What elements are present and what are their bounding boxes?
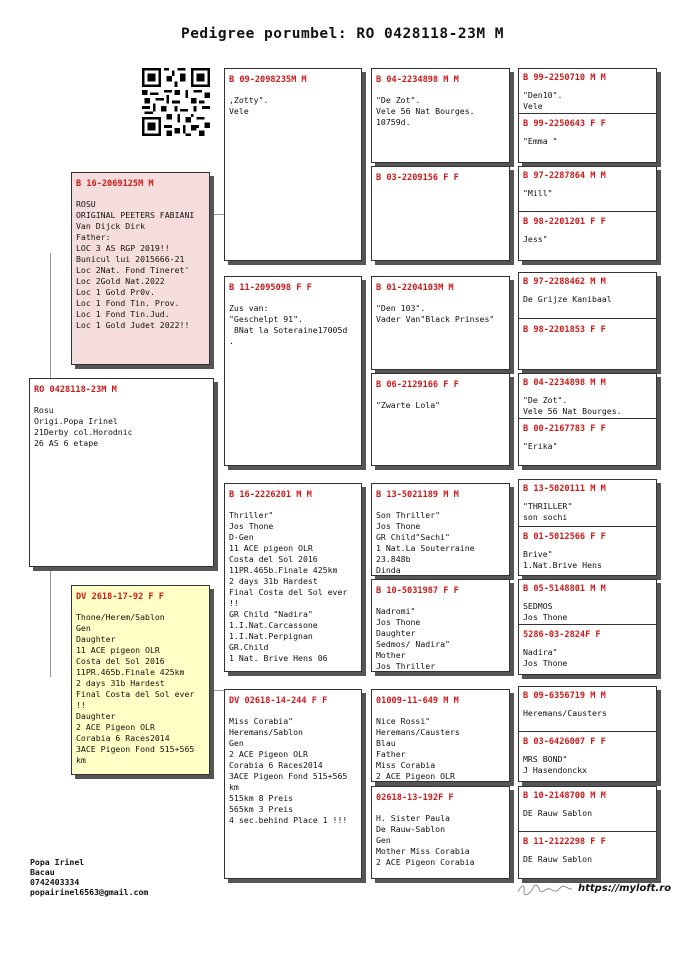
- info-line: Dinda: [376, 565, 401, 575]
- info-line: 2 days 31b Hardest: [76, 678, 165, 688]
- info-line: Heremans/Sablon: [229, 727, 303, 737]
- connector-line: [210, 690, 224, 691]
- info-line: Father: [376, 749, 406, 759]
- ring-number: B 01-5012566 F F: [523, 532, 606, 542]
- ring-number: B 03-6426007 F F: [523, 737, 606, 747]
- info-line: Costa del Sol 2016: [76, 656, 165, 666]
- info-line: son sochi: [523, 512, 568, 522]
- ring-number: B 98-2201853 F F: [523, 325, 606, 335]
- divider: [519, 211, 656, 212]
- info-line: "THRILLER": [523, 501, 573, 511]
- info-line: "Emma ": [523, 136, 558, 146]
- divider: [519, 831, 656, 832]
- signature-icon: [516, 882, 574, 896]
- ring-number: B 16-2226201 M M: [229, 490, 312, 500]
- ring-number: B 04-2234898 M M: [376, 75, 459, 85]
- info-line: Gen: [229, 738, 244, 748]
- info-line: "Geschelpt 91".: [229, 314, 303, 324]
- info-line: Bunicul lui 2015666-21: [76, 254, 185, 264]
- info-line: Vele: [229, 106, 249, 116]
- ring-number: B 16-2069125M M: [76, 179, 154, 189]
- ring-number: B 04-2234898 M M: [523, 378, 606, 388]
- info-line: 11 ACE pigeon OLR: [76, 645, 160, 655]
- info-line: .: [229, 336, 234, 346]
- info-line: Vele: [523, 101, 543, 111]
- info-line: Loc 2Gold Nat.2022: [76, 276, 165, 286]
- ring-number: 01009-11-649 M M: [376, 696, 459, 706]
- info-line: Jos Thone: [376, 617, 421, 627]
- info-line: GR Child"Sachi": [376, 532, 450, 542]
- grandparent-card: [224, 483, 362, 672]
- info-line: 515km 8 Preis: [229, 793, 294, 803]
- info-line: Loc 2Nat. Fond Tineret': [76, 265, 190, 275]
- info-line: Gen: [376, 835, 391, 845]
- info-line: Miss Corabia": [229, 716, 294, 726]
- ring-number: B 09-2098235M M: [229, 75, 307, 85]
- ring-number: B 11-2095098 F F: [229, 283, 312, 293]
- ring-number: B 09-6356719 M M: [523, 691, 606, 701]
- ring-number: 02618-13-192F F: [376, 793, 454, 803]
- ring-number: B 97-2287864 M M: [523, 171, 606, 181]
- info-line: Jess": [523, 234, 548, 244]
- info-line: Loc 1 Gold Judet 2022!!: [76, 320, 190, 330]
- info-line: Gen: [76, 623, 91, 633]
- grandparent-card: [224, 68, 362, 261]
- grandparent-card: [224, 276, 362, 466]
- great-grandparents-card: [518, 272, 657, 370]
- info-line: Vele 56 Nat Bourges.: [376, 106, 475, 116]
- great-grandparents-card: [518, 166, 657, 261]
- info-line: 26 AS 6 etape: [34, 438, 99, 448]
- ring-number: B 99-2250643 F F: [523, 119, 606, 129]
- ancestor-card: [371, 276, 510, 370]
- breeder-city: Bacau: [30, 867, 55, 877]
- info-line: "Zwarte Lola": [376, 400, 441, 410]
- info-line: Jos Thriller: [376, 661, 436, 671]
- great-grandparents-card: [518, 786, 657, 879]
- ancestor-card: [371, 166, 510, 261]
- info-line: MRS BOND": [523, 754, 568, 764]
- breeder-email[interactable]: popairinel6563@gmail.com: [30, 887, 149, 897]
- info-line: De Rauw-Sablon: [376, 824, 446, 834]
- divider: [519, 624, 656, 625]
- info-line: LOC 3 AS RGP 2019!!: [76, 243, 170, 253]
- divider: [519, 731, 656, 732]
- info-line: Heremans/Causters: [523, 708, 607, 718]
- info-line: Heremans/Causters: [376, 727, 460, 737]
- info-line: Thriller": [229, 510, 274, 520]
- divider: [519, 113, 656, 114]
- ring-number: B 13-5020111 M M: [523, 484, 606, 494]
- ancestor-card: [371, 579, 510, 672]
- connector-line: [50, 253, 51, 379]
- info-line: Son Thriller": [376, 510, 441, 520]
- info-line: GR Child "Nadira": [229, 609, 313, 619]
- info-line: 2 ACE Pigeon OLR: [229, 749, 308, 759]
- great-grandparents-card: [518, 686, 657, 782]
- info-line: 10759d.: [376, 117, 411, 127]
- connector-line: [210, 214, 224, 215]
- info-line: Jos Thone: [523, 612, 568, 622]
- info-line: !!: [76, 700, 86, 710]
- info-line: "Den 103".: [376, 303, 426, 313]
- great-grandparents-card: [518, 373, 657, 466]
- ancestor-card: [371, 373, 510, 466]
- ring-number: DV 02618-14-244 F F: [229, 696, 328, 706]
- info-line: 11PR.465b.Finale 425km: [76, 667, 185, 677]
- info-line: DE Rauw Sablon: [523, 854, 593, 864]
- info-line: Loc 1 Fond Tin. Prov.: [76, 298, 180, 308]
- info-line: ROSU: [76, 199, 96, 209]
- info-line: 3ACE Pigeon Fond 515+565: [229, 771, 348, 781]
- info-line: D-Gen: [229, 532, 254, 542]
- connector-line: [50, 567, 51, 677]
- info-line: "Mill": [523, 188, 553, 198]
- info-line: Costa del Sol 2016: [229, 554, 318, 564]
- dam-card: [71, 585, 210, 775]
- info-line: 2 days 31b Hardest: [229, 576, 318, 586]
- info-line: ORIGINAL PEETERS FABIANI: [76, 210, 195, 220]
- info-line: Thone/Herem/Sablon: [76, 612, 165, 622]
- info-line: ,Zotty".: [229, 95, 269, 105]
- info-line: 23.848b: [376, 554, 411, 564]
- info-line: Sedmos/ Nadira": [376, 639, 450, 649]
- ring-number: B 00-2167783 F F: [523, 424, 606, 434]
- page-title: Pedigree porumbel: RO 0428118-23M M: [180, 26, 505, 42]
- info-line: km: [76, 755, 86, 765]
- great-grandparents-card: [518, 479, 657, 576]
- info-line: 2 ACE Pigeon Corabia: [376, 857, 475, 867]
- ring-number: B 10-5031987 F F: [376, 586, 459, 596]
- ring-number: DV 2618-17-92 F F: [76, 592, 164, 602]
- info-line: De Grijze Kanibaal: [523, 294, 612, 304]
- website-link[interactable]: https://myloft.ro: [578, 883, 672, 894]
- divider: [519, 526, 656, 527]
- info-line: "De Zot".: [523, 395, 568, 405]
- ring-number: 5286-03-2824F F: [523, 630, 601, 640]
- info-line: Nice Rossi": [376, 716, 431, 726]
- info-line: 8Nat la Soteraine17005d: [229, 325, 348, 335]
- breeder-name: Popa Irinel: [30, 857, 85, 867]
- info-line: Origi.Popa Irinel: [34, 416, 118, 426]
- ring-number: B 11-2122298 F F: [523, 837, 606, 847]
- divider: [519, 418, 656, 419]
- info-line: 11 ACE pigeon OLR: [229, 543, 313, 553]
- ring-number: RO 0428118-23M M: [34, 385, 117, 395]
- info-line: Daughter: [76, 711, 116, 721]
- info-line: 2 ACE Pigeon OLR: [76, 722, 155, 732]
- ring-number: B 05-5148801 M M: [523, 584, 606, 594]
- info-line: 1 Nat. Brive Hens 06: [229, 653, 328, 663]
- info-line: Nadira": [523, 647, 558, 657]
- subject-card: [29, 378, 214, 567]
- info-line: 3ACE Pigeon Fond 515+565: [76, 744, 195, 754]
- ring-number: B 13-5021189 M M: [376, 490, 459, 500]
- ring-number: B 03-2209156 F F: [376, 173, 459, 183]
- info-line: "Erika": [523, 441, 558, 451]
- info-line: 4 sec.behind Place 1 !!!: [229, 815, 348, 825]
- qr-code-icon: [142, 68, 210, 136]
- info-line: "De Zot".: [376, 95, 421, 105]
- ring-number: B 06-2129166 F F: [376, 380, 459, 390]
- ancestor-card: [371, 483, 510, 576]
- ancestor-card: [371, 68, 510, 163]
- info-line: Final Costa del Sol ever: [76, 689, 195, 699]
- ring-number: B 10-2148700 M M: [523, 791, 606, 801]
- info-line: km: [229, 782, 239, 792]
- ring-number: B 99-2250710 M M: [523, 73, 606, 83]
- info-line: Daughter: [76, 634, 116, 644]
- info-line: Corabia 6 Races2014: [229, 760, 323, 770]
- breeder-contact: [30, 857, 148, 897]
- info-line: H. Sister Paula: [376, 813, 450, 823]
- info-line: 1.I.Nat.Carcassone: [229, 620, 318, 630]
- info-line: Daughter: [376, 628, 416, 638]
- info-line: 11PR.465b.Finale 425km: [229, 565, 338, 575]
- sire-card: [71, 172, 210, 365]
- info-line: Vele 56 Nat Bourges.: [523, 406, 622, 416]
- info-line: J Hasendonckx: [523, 765, 588, 775]
- info-line: Nadromi": [376, 606, 416, 616]
- info-line: Jos Thone: [229, 521, 274, 531]
- info-line: Jos Thone: [523, 658, 568, 668]
- info-line: Final Costa del Sol ever: [229, 587, 348, 597]
- info-line: SEDMOS: [523, 601, 553, 611]
- info-line: Rosu: [34, 405, 54, 415]
- info-line: Miss Corabia: [376, 760, 436, 770]
- grandparent-card: [224, 689, 362, 879]
- divider: [519, 318, 656, 319]
- great-grandparents-card: [518, 68, 657, 163]
- ring-number: B 98-2201201 F F: [523, 217, 606, 227]
- info-line: Corabia 6 Races2014: [76, 733, 170, 743]
- info-line: DE Rauw Sablon: [523, 808, 593, 818]
- info-line: Zus van:: [229, 303, 269, 313]
- info-line: Loc 1 Gold Pr0v.: [76, 287, 155, 297]
- ancestor-card: [371, 786, 510, 879]
- info-line: Mother Miss Corabia: [376, 846, 470, 856]
- info-line: 21Derby col.Horodnic: [34, 427, 133, 437]
- info-line: 2 ACE Pigeon OLR: [376, 771, 455, 781]
- info-line: "Den10".: [523, 90, 563, 100]
- info-line: Father:: [76, 232, 111, 242]
- info-line: 1.Nat.Brive Hens: [523, 560, 602, 570]
- ancestor-card: [371, 689, 510, 782]
- info-line: Mother: [376, 650, 406, 660]
- ring-number: B 01-2204103M M: [376, 283, 454, 293]
- info-line: Vader Van"Black Prinses": [376, 314, 495, 324]
- info-line: Jos Thone: [376, 521, 421, 531]
- breeder-phone: 0742403334: [30, 877, 80, 887]
- info-line: Van Dijck Dirk: [76, 221, 146, 231]
- info-line: Blau: [376, 738, 396, 748]
- info-line: Brive": [523, 549, 553, 559]
- ring-number: B 97-2288462 M M: [523, 277, 606, 287]
- great-grandparents-card: [518, 579, 657, 675]
- info-line: 1 Nat.La Souterraine: [376, 543, 475, 553]
- info-line: !!: [229, 598, 239, 608]
- info-line: 1.I.Nat.Perpignan: [229, 631, 313, 641]
- info-line: Loc 1 Fond Tin.Jud.: [76, 309, 170, 319]
- info-line: 565km 3 Preis: [229, 804, 294, 814]
- info-line: GR.Child: [229, 642, 269, 652]
